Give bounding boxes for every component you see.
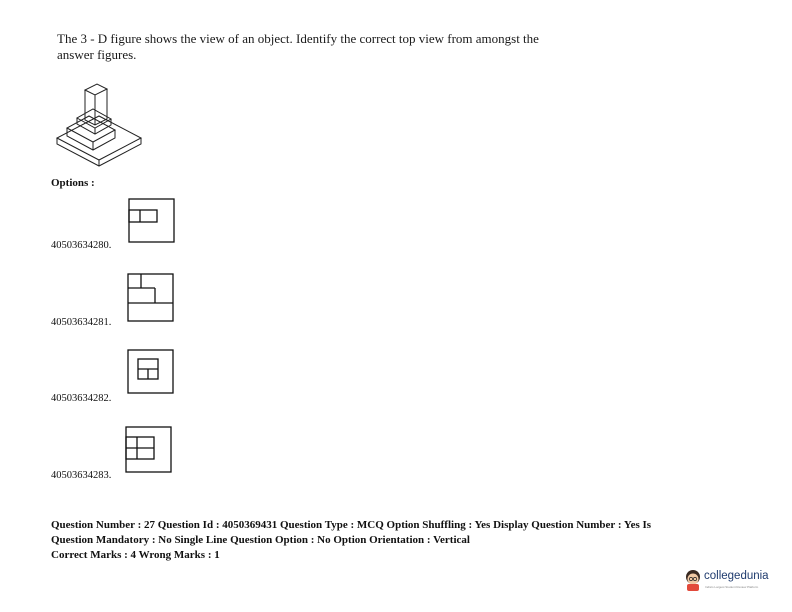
logo-wordmark: collegedunia [704,570,769,582]
option-4-id: 40503634283. [51,470,112,481]
isometric-object-figure [55,78,165,173]
question-line-1: The 3 - D figure shows the view of an object. Identify the correct top view from amongst the [57,31,539,46]
option-3-figure[interactable] [127,349,175,395]
mascot-icon [682,568,704,592]
options-label: Options : [51,177,95,189]
option-1-figure[interactable] [128,198,176,244]
option-2-figure[interactable] [127,273,175,323]
metadata-line-3: Correct Marks : 4 Wrong Marks : 1 [51,549,220,561]
option-3-id: 40503634282. [51,393,112,404]
question-metadata [51,518,741,563]
option-1-id: 40503634280. [51,240,112,251]
option-2-id: 40503634281. [51,317,112,328]
question-text [57,31,617,63]
question-line-2: answer figures. [57,47,137,62]
option-4-figure[interactable] [125,426,173,474]
logo-tagline: India's Largest Student Review Platform [705,585,759,589]
metadata-line-1: Question Number : 27 Question Id : 4050369431 Question Type : MCQ Option Shuffling : Yes Display Question Number : Yes Is [51,519,652,531]
metadata-line-2: Question Mandatory : No Single Line Question Option : No Option Orientation : Vertical [51,534,470,546]
collegedunia-logo [682,567,774,593]
